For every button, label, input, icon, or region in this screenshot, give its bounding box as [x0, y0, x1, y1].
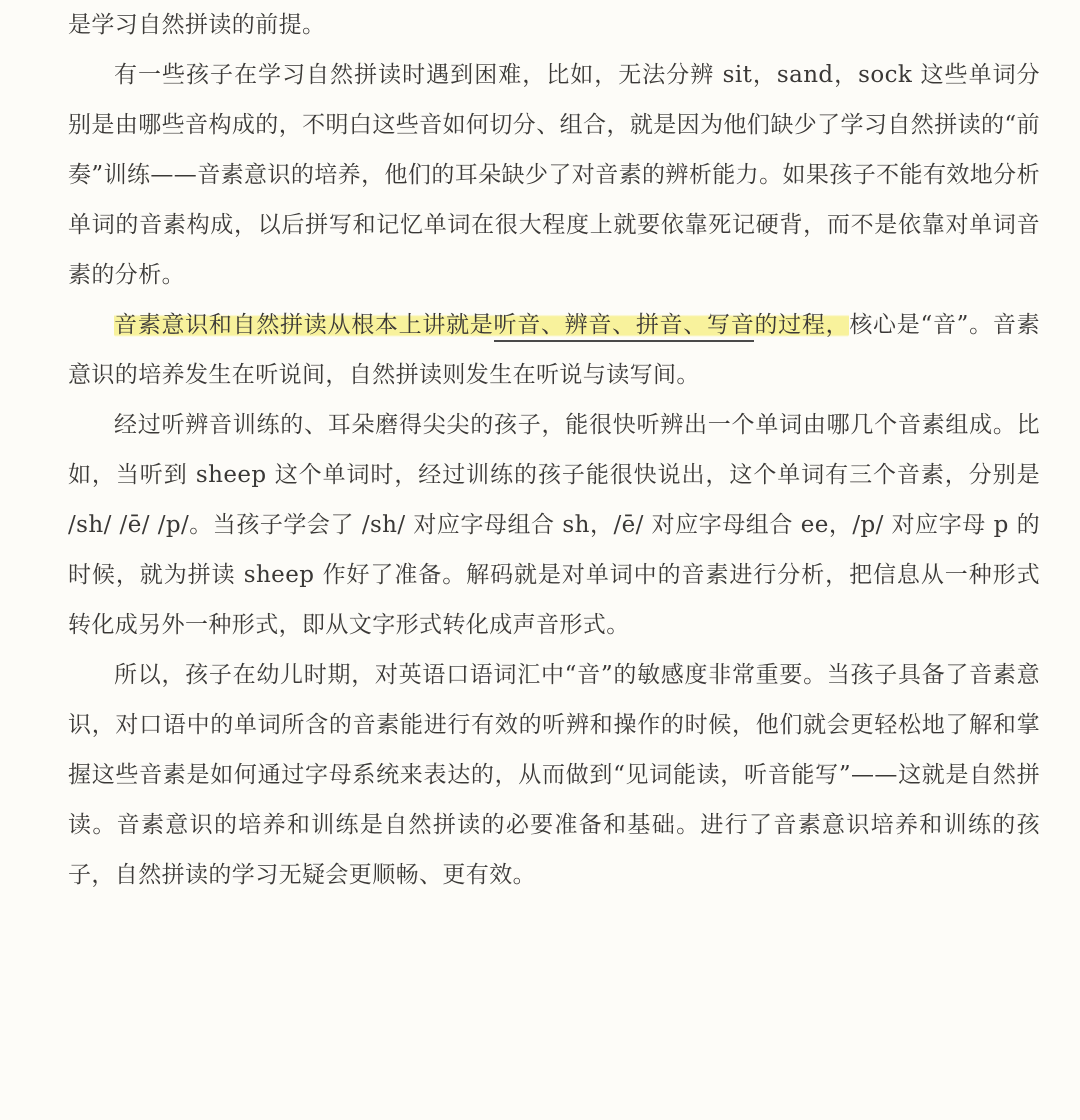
highlighted-sentence	[114, 312, 849, 338]
paragraph-1: 是学习自然拼读的前提。	[68, 12, 326, 38]
paragraph-5: 所以，孩子在幼儿时期，对英语口语词汇中“音”的敏感度非常重要。当孩子具备了音素意识，对口语中的单词所含的音素能进行有效的听辨和操作的时候，他们就会更轻松地了解和掌握这些音素是如何通过字母系统来表达的，从而做到“见词能读，听音能写”——这就是自然拼读。音素意识的培养和训练是自然拼读的必要准备和基础。进行了音素意识培养和训练的孩子，自然拼读的学习无疑会更顺畅、更有效。	[68, 662, 1040, 888]
paragraph-4: 经过听辨音训练的、耳朵磨得尖尖的孩子，能很快听辨出一个单词由哪几个音素组成。比如，当听到 sheep 这个单词时，经过训练的孩子能很快说出，这个单词有三个音素，分别是 /sh/ /ē/ /p/。当孩子学会了 /sh/ 对应字母组合 sh，/ē/ 对应字母组合 ee，/p/ 对应字母 p 的时候，就为拼读 sheep 作好了准备。解码就是对单词中的音素进行分析，把信息从一种形式转化成另外一种形式，即从文字形式转化成声音形式。	[68, 412, 1040, 638]
paragraph-2: 有一些孩子在学习自然拼读时遇到困难，比如，无法分辨 sit，sand，sock 这些单词分别是由哪些音构成的，不明白这些音如何切分、组合，就是因为他们缺少了学习自然拼读的“前奏”训练——音素意识的培养，他们的耳朵缺少了对音素的辨析能力。如果孩子不能有效地分析单词的音素构成，以后拼写和记忆单词在很大程度上就要依靠死记硬背，而不是依靠对单词音素的分析。	[68, 62, 1040, 288]
paragraph-3-rest: 核心是“音”。音素意识的培养发生在听说间，自然拼读则发生在听说与读写间。	[68, 312, 1040, 388]
highlight-text-end: 的过程，	[754, 312, 850, 338]
paragraph-3	[68, 300, 1040, 400]
underlined-phrase: 听音、辨音、拼音、写音	[494, 312, 755, 342]
book-page	[68, 0, 1040, 900]
highlight-text-start: 音素意识和自然拼读从根本上讲就是	[114, 312, 494, 338]
